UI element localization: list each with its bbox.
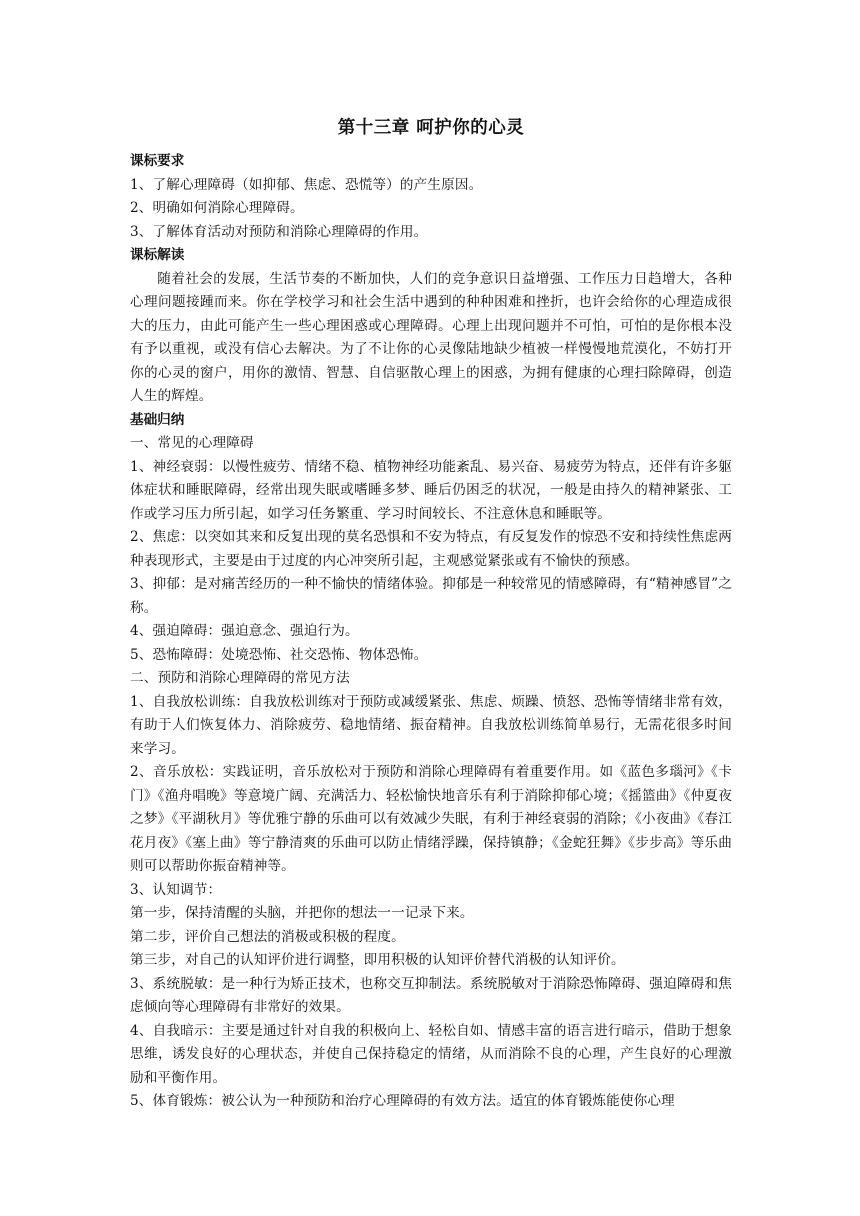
paragraph: 第二步，评价自己想法的消极或积极的程度。: [130, 928, 405, 945]
chapter-title: 第十三章 呵护你的心灵: [337, 118, 525, 138]
paragraph: 3、抑郁：是对痛苦经历的一种不愉快的情绪体验。抑郁是一种较常见的情感障碍，有“精神感冒”之称。: [130, 576, 732, 616]
paragraph: 2、音乐放松：实践证明，音乐放松对于预防和消除心理障碍有着重要作用。如《蓝色多瑙河》《卡门》《渔舟唱晚》等意境广阔、充满活力、轻松愉快地音乐有利于消除抑郁心境；《摇篮曲》《仲夏夜之梦》《平湖秋月》等优雅宁静的乐曲可以有效减少失眠，有利于神经衰弱的消除；《小夜曲》《春江花月夜》《塞上曲》等宁静清爽的乐曲可以防止情绪浮躁，保持镇静；《金蛇狂舞》《步步高》等乐曲则可以帮助你振奋精神等。: [130, 764, 732, 874]
paragraph: 随着社会的发展，生活节奏的不断加快，人们的竞争意识日益增强、工作压力日趋增大，各种心理问题接踵而来。你在学校学习和社会生活中遇到的种种困难和挫折，也许会给你的心理造成很大的压力，由此可能产生一些心理困惑或心理障碍。心理上出现问题并不可怕，可怕的是你根本没有予以重视，或没有信心去解决。为了不让你的心灵像陆地缺少植被一样慢慢地荒漠化，不妨打开你的心灵的窗户，用你的激情、智慧、自信驱散心理上的困惑，为拥有健康的心理扫除障碍，创造人生的辉煌。: [130, 270, 732, 404]
section-heading: 基础归纳: [130, 411, 185, 428]
paragraph: 2、明确如何消除心理障碍。: [130, 200, 304, 216]
paragraph: 4、强迫障碍：强迫意念、强迫行为。: [130, 623, 359, 639]
document-page: [130, 116, 732, 1114]
section-heading: 课标解读: [130, 247, 185, 263]
document-body: [130, 150, 732, 1114]
paragraph: 一、常见的心理障碍: [130, 435, 254, 451]
paragraph: 二、预防和消除心理障碍的常见方法: [130, 670, 350, 686]
paragraph: 2、焦虑：以突如其来和反复出现的莫名恐惧和不安为特点，有反复发作的惊恐不安和持续性焦虑两种表现形式，主要是由于过度的内心冲突所引起，主观感觉紧张或有不愉快的预感。: [130, 529, 732, 569]
paragraph: 3、了解体育活动对预防和消除心理障碍的作用。: [130, 223, 428, 240]
paragraph: 1、了解心理障碍（如抑郁、焦虑、恐慌等）的产生原因。: [130, 176, 483, 193]
paragraph: 5、恐怖障碍：处境恐怖、社交恐怖、物体恐怖。: [130, 646, 428, 663]
paragraph: 4、自我暗示：主要是通过针对自我的积极向上、轻松自如、情感丰富的语言进行暗示，借助于想象思维，诱发良好的心理状态，并使自己保持稳定的情绪，从而消除不良的心理，产生良好的心理激励和平衡作用。: [130, 1022, 732, 1086]
paragraph: 第三步，对自己的认知评价进行调整，即用积极的认知评价替代消极的认知评价。: [130, 952, 625, 968]
paragraph: 3、系统脱敏：是一种行为矫正技术，也称交互抑制法。系统脱敏对于消除恐怖障碍、强迫障碍和焦虑倾向等心理障碍有非常好的效果。: [130, 975, 732, 1015]
paragraph: 5、体育锻炼：被公认为一种预防和治疗心理障碍的有效方法。适宜的体育锻炼能使你心理: [130, 1093, 675, 1109]
paragraph: 1、自我放松训练：自我放松训练对于预防或减缓紧张、焦虑、烦躁、愤怒、恐怖等情绪非常有效，有助于人们恢复体力、消除疲劳、稳地情绪、振奋精神。自我放松训练简单易行，无需花很多时间来学习。: [130, 693, 732, 757]
section-heading: 课标要求: [130, 153, 185, 169]
paragraph: 1、神经衰弱：以慢性疲劳、情绪不稳、植物神经功能紊乱、易兴奋、易疲劳为特点，还伴有许多躯体症状和睡眠障碍，经常出现失眠或嗜睡多梦、睡后仍困乏的状况，一般是由持久的精神紧张、工作或学习压力所引起，如学习任务繁重、学习时间较长、不注意休息和睡眠等。: [130, 458, 732, 522]
paragraph: 第一步，保持清醒的头脑，并把你的想法一一记录下来。: [130, 905, 474, 921]
paragraph: 3、认知调节：: [130, 881, 222, 898]
